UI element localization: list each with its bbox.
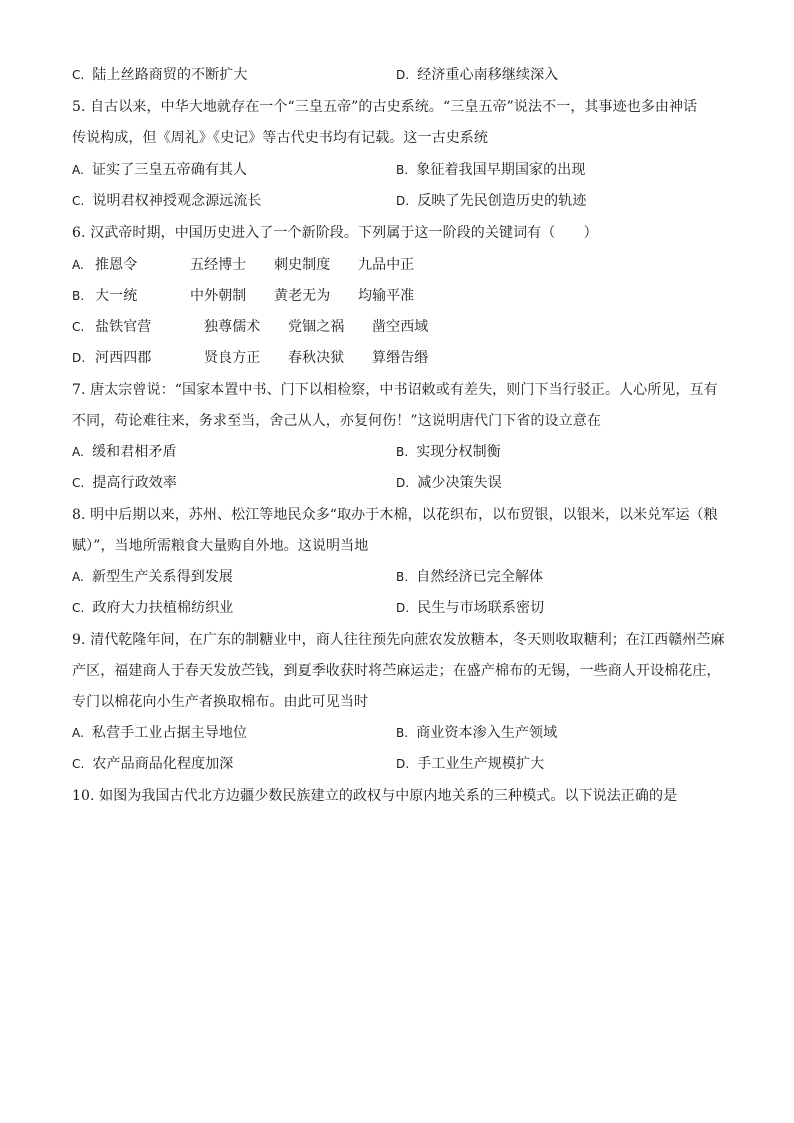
option-label: C. <box>72 757 85 771</box>
keyword: 九品中正 <box>358 257 415 273</box>
q5-stem-line-2: 传说构成，但《周礼》《史记》等古代史书均有记载。这一古史系统 <box>72 130 488 146</box>
q5-options-ab <box>72 161 586 179</box>
q5-option-d: 反映了先民创造历史的轨迹 <box>417 193 587 209</box>
keyword: 均输平准 <box>358 288 415 304</box>
q9-option-a: 私营手工业占据主导地位 <box>92 725 248 741</box>
q8-option-c: 政府大力扶植棉纺织业 <box>92 600 234 616</box>
option-label: A. <box>72 726 85 740</box>
keyword: 大一统 <box>95 288 138 304</box>
keyword: 推恩令 <box>95 257 138 273</box>
option-label: C. <box>72 476 85 490</box>
keyword: 中外朝制 <box>190 288 247 304</box>
keyword: 刺史制度 <box>274 257 331 273</box>
option-label: A. <box>72 570 85 584</box>
q6-stem: 6. 汉武帝时期，中国历史进入了一个新阶段。下列属于这一阶段的关键词有（ ） <box>72 225 598 241</box>
q7-option-c: 提高行政效率 <box>92 475 178 491</box>
q7-options-cd <box>72 474 502 492</box>
q8-option-d: 民生与市场联系密切 <box>417 600 545 616</box>
keyword: 算缗告缗 <box>372 350 429 366</box>
option-label: D. <box>396 68 410 82</box>
q4-option-d: 经济重心南移继续深入 <box>417 67 559 83</box>
keyword: 盐铁官营 <box>95 319 152 335</box>
option-label: B. <box>396 163 409 177</box>
q4-option-c: 陆上丝路商贸的不断扩大 <box>92 67 248 83</box>
option-label: D. <box>396 194 410 208</box>
option-label: A. <box>72 163 85 177</box>
q9-option-d: 手工业生产规模扩大 <box>417 756 545 772</box>
q7-option-b: 实现分权制衡 <box>416 444 501 460</box>
q6-option-d <box>72 349 722 367</box>
q8-stem-line-2: 赋）”，当地所需粮食大量购自外地。这说明当地 <box>72 538 369 554</box>
q10-stem: 10. 如图为我国古代北方边疆少数民族建立的政权与中原内地关系的三种模式。以下说法正确的是 <box>72 788 678 804</box>
q9-options-ab <box>72 724 558 742</box>
option-label: A. <box>72 445 85 459</box>
q7-stem-line-2: 不同，苟论难往来，务求至当，舍己从人，亦复何伤！”这说明唐代门下省的设立意在 <box>72 413 601 429</box>
option-label: C. <box>72 601 85 615</box>
keyword: 春秋决狱 <box>288 350 345 366</box>
keyword: 独尊儒术 <box>204 319 261 335</box>
q9-stem-line-3: 专门以棉花向小生产者换取棉布。由此可见当时 <box>72 694 369 710</box>
option-label: B. <box>396 570 409 584</box>
q8-option-b: 自然经济已完全解体 <box>416 569 544 585</box>
keyword: 黄老无为 <box>274 288 331 304</box>
keyword: 五经博士 <box>190 257 247 273</box>
q8-options-cd <box>72 599 545 617</box>
q8-option-a: 新型生产关系得到发展 <box>92 569 234 585</box>
keyword: 党锢之祸 <box>288 319 345 335</box>
q9-stem-line-2: 产区，福建商人于春天发放苎钱，到夏季收获时将苎麻运走；在盛产棉布的无锡，一些商人开设棉花庄， <box>72 663 721 679</box>
q9-stem-line-1: 9. 清代乾隆年间，在广东的制糖业中，商人往往预先向蔗农发放糖本，冬天则收取糖利；在江西赣州苎麻 <box>72 632 725 648</box>
option-label: D. <box>396 757 410 771</box>
q7-options-ab <box>72 443 501 461</box>
option-label: D. <box>396 476 410 490</box>
q9-option-c: 农产品商品化程度加深 <box>92 756 234 772</box>
q5-stem-line-1: 5. 自古以来，中华大地就存在一个“三皇五帝”的古史系统。“三皇五帝”说法不一，其事迹也多由神话 <box>72 99 698 115</box>
q8-options-ab <box>72 568 544 586</box>
q7-option-a: 缓和君相矛盾 <box>92 444 177 460</box>
q5-option-a: 证实了三皇五帝确有其人 <box>92 162 248 178</box>
option-label: C. <box>72 68 85 82</box>
option-label: A. <box>72 258 85 272</box>
option-label: B. <box>396 726 409 740</box>
q6-option-b <box>72 287 722 305</box>
q5-options-cd <box>72 192 587 210</box>
q8-stem-line-1: 8. 明中后期以来，苏州、松江等地民众多“取办于木棉，以花织布，以布贸银，以银米，以米兑军运（粮 <box>72 507 718 523</box>
option-label: C. <box>72 320 85 334</box>
q7-stem-line-1: 7. 唐太宗曾说：“国家本置中书、门下以相检察，中书诏敕或有差失，则门下当行驳正。人心所见，互有 <box>72 382 718 398</box>
option-label: B. <box>396 445 409 459</box>
option-label: C. <box>72 194 85 208</box>
q6-option-a <box>72 256 722 274</box>
q9-options-cd <box>72 755 545 773</box>
q9-option-b: 商业资本渗入生产领域 <box>416 725 558 741</box>
keyword: 凿空西域 <box>372 319 429 335</box>
q5-option-c: 说明君权神授观念源远流长 <box>92 193 262 209</box>
q6-option-c <box>72 318 722 336</box>
q7-option-d: 减少决策失误 <box>417 475 502 491</box>
option-label: B. <box>72 289 85 303</box>
keyword: 贤良方正 <box>204 350 261 366</box>
q4-options-cd <box>72 66 559 84</box>
keyword: 河西四郡 <box>95 350 152 366</box>
q5-option-b: 象征着我国早期国家的出现 <box>416 162 586 178</box>
option-label: D. <box>396 601 410 615</box>
option-label: D. <box>72 351 86 365</box>
